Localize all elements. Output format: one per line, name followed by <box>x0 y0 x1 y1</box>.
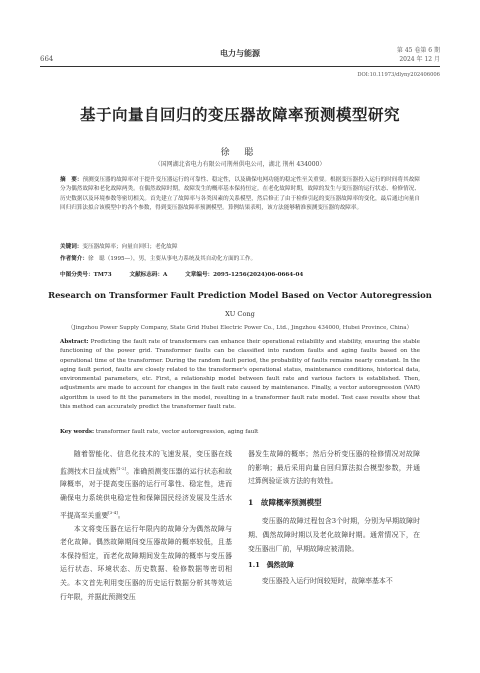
keywords-english <box>60 428 420 437</box>
title-english: Research on Transformer Fault Prediction Model Based on Vector Autoregression <box>48 290 432 300</box>
clc-number: 中图分类号：TM73 <box>60 272 112 278</box>
abstract-english <box>60 338 420 412</box>
keywords-en-label: Key words: <box>60 429 95 435</box>
volume-issue: 第 45 卷第 6 期 <box>396 47 440 54</box>
section-heading-1-1: 1.1 偶然故障 <box>248 561 294 570</box>
abstract-label: 摘 要： <box>60 177 83 183</box>
abstract-en-text: Predicting the fault rate of transformers can enhance their operational reliability and stability, ensuring the stable functioning of the power grid. Transformer faults can be classified into random faults and aging faults based on the operational time of the transformer. During the random fault period, the probability of faults remains nearly constant. In the aging fault period, faults are closely related to the transformer's operational status, maintenance conditions, historical data, environmental parameters, etc. First, a relationship model between fault rate and various factors is established. Then, adjustments are made to account for changes in the fault rate caused by maintenance. Finally, a vector autoregression (VAR) algorithm is used to fit the parameters in the model, resulting in a transformer fault rate model. Test case results show that this method can accurately predict the transformer fault rate. <box>60 339 420 411</box>
page-number: 664 <box>40 55 54 63</box>
author-bio <box>60 255 420 264</box>
author-bio-label: 作者简介： <box>60 256 88 262</box>
classification-row <box>60 270 420 278</box>
keywords-label: 关键词： <box>60 244 83 250</box>
title-chinese: 基于向量自回归的变压器故障率预测模型研究 <box>79 105 400 124</box>
author-bio-text: 徐 聪（1995—），男，主要从事电力系统及其自动化方面的工作。 <box>87 256 257 262</box>
affiliation-english: （Jingzhou Power Supply Company, State Grid Hubei Electric Power Co., Ltd., Jingzhou 434000, Hubei Province, China） <box>67 325 413 331</box>
journal-name: 电力与能源 <box>220 48 260 58</box>
issue-date: 2024 年 12 月 <box>399 56 440 63</box>
intro-paragraph-2: 本文将变压器在运行年限内的故障分为偶然故障与老化故障。偶然故障期间变压器故障的概率较低，且基本保持恒定，而老化故障期间发生故障的概率与变压器运行状态、环境状态、历史数据、检修数据等密切相关。本文首先利用变压器的历史运行数据分析其等效运行年限，并据此预测变压 <box>60 524 232 601</box>
keywords-chinese <box>60 243 420 252</box>
abstract-chinese <box>60 176 420 213</box>
body-left-column <box>60 448 232 604</box>
citation: [1-2] <box>116 465 127 471</box>
author-chinese: 徐 聪 <box>220 148 260 158</box>
doi: DOI:10.11973/dlyny202406006 <box>357 72 440 78</box>
author-english: XU Cong <box>225 310 255 318</box>
abstract-en-label: Abstract: <box>60 339 89 345</box>
intro-paragraph-1: 随着智能化、信息化技术的飞速发展，变压器在线监测技术日益成熟[1-2]。准确预测变压器的运行状态和故障概率，对于提高变压器的运行可靠性、稳定性，进而确保电力系统供电稳定性和保障国民经济发展及生活水平提高至关重要[3-4]。 <box>60 450 232 519</box>
section-1-1-paragraph: 变压器投入运行时间较短时，故障率基本不 <box>261 576 393 585</box>
document-code: 文献标志码：A <box>129 272 168 278</box>
intro-paragraph-3: 器发生故障的概率；然后分析变压器的检修情况对故障的影响；最后采用向量自回归算法拟合模型参数，并通过算例验证该方法的有效性。 <box>248 450 420 486</box>
abstract-text: 预测变压器的故障率对于提升变压器运行的可靠性、稳定性，以及确保电网功能的稳定性至关重要。根据变压器投入运行的时间将其故障分为偶然故障和老化故障两类。在偶然故障时期，故障发生的概率基本保持恒定。在老化故障时期，故障的发生与变压器的运行状态、检修情况、历史数据以及环境参数等密切相关。首先建立了故障率与各类因素的关系模型，然后修正了由于检修引起的变压器故障率的变化，最后通过向量自回归归算法拟合该模型中的各个参数，得到变压器故障率预测模型。算例结果表明，该方法能够精准预测变压器的故障率。 <box>60 177 420 211</box>
keywords-text: 变压器故障率；向量自回归；老化故障 <box>82 244 178 250</box>
affiliation-chinese: （国网湖北省电力有限公司荆州供电公司，湖北 荆州 434000） <box>154 161 326 168</box>
header-rule <box>40 66 440 67</box>
issue-info <box>397 46 440 64</box>
section-heading-1: 1 故障概率预测模型 <box>248 497 322 507</box>
citation: [3-4] <box>108 509 118 515</box>
keywords-en-text: transformer fault rate, vector autoregression, aging fault <box>95 429 259 435</box>
body-right-column <box>248 448 420 588</box>
article-number: 文章编号：2095-1256(2024)06-0664-04 <box>185 272 304 278</box>
section-1-paragraph: 变压器的故障过程包含3个时期，分别为早期故障时期、偶然故障时期以及老化故障时期。通常情况下，在变压器出厂前，早期故障应被清除。 <box>248 517 420 553</box>
